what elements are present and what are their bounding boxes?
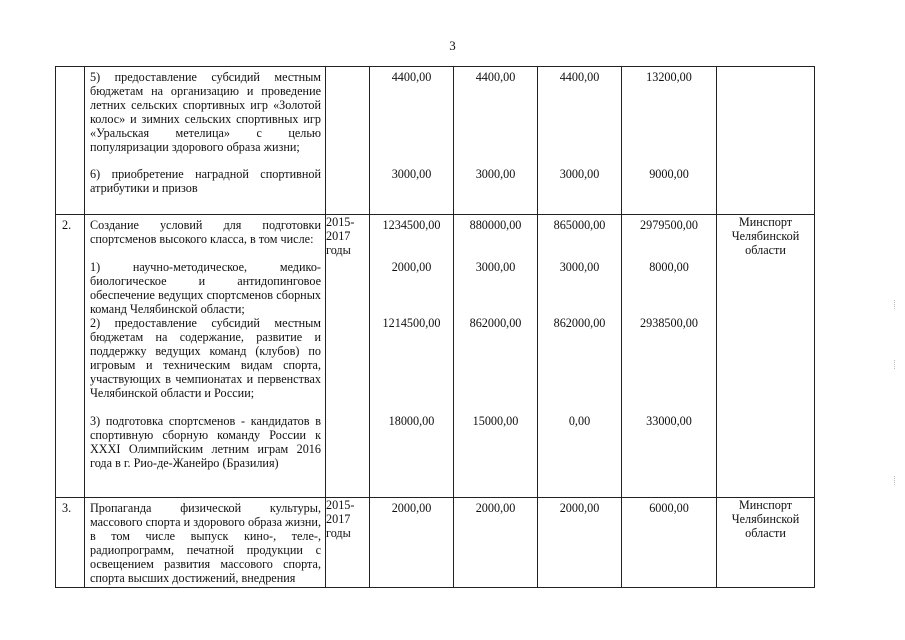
row-years	[326, 67, 370, 215]
value-2016: 4400,00 3000,00	[454, 67, 538, 215]
scan-margin-mark	[894, 360, 897, 369]
row-description	[85, 67, 326, 215]
value-2016: 880000,00 3000,00 862000,00 15000,00	[454, 215, 538, 498]
value-2017: 4400,00 3000,00	[538, 67, 622, 215]
value-total: 13200,00 9000,00	[622, 67, 717, 215]
row-index	[56, 67, 85, 215]
row-years: 2015-2017 годы	[326, 215, 370, 498]
row-description	[85, 498, 326, 588]
page-number: 3	[449, 38, 456, 53]
value-2015: 1234500,00 2000,00 1214500,00 18000,00	[370, 215, 454, 498]
description-part: Пропаганда физической культуры, массового спорта и здорового образа жизни, в том числе выпуск кино-, теле-, радиопрограмм, печатной продукции с освещением развития массового спорта, спорта высших достижений, внедрения	[90, 501, 321, 585]
description-part: 3) подготовка спортсменов - кандидатов в спортивную сборную команду России к XXXI Олимпийским летним играм 2016 года в г. Рио-де-Жанейро (Бразилия)	[90, 414, 321, 470]
program-activities-table	[55, 66, 815, 588]
value-2015: 4400,00 3000,00	[370, 67, 454, 215]
scan-margin-mark	[894, 300, 897, 309]
description-part: 6) приобретение наградной спортивной атрибутики и призов	[90, 167, 321, 195]
description-part: 2) предоставление субсидий местным бюджетам на содержание, развитие и поддержку ведущих команд (клубов) по игровым и техническим видам спорта, участвующих в чемпионатах и первенствах Челябинской области и России;	[90, 316, 321, 400]
row-responsible: Минспорт Челябинской области	[717, 215, 815, 498]
row-description	[85, 215, 326, 498]
description-part: 5) предоставление субсидий местным бюджетам на организацию и проведение летних сельских спортивных игр «Золотой колос» и зимних сельских спортивных игр «Уральская метелица» с целью популяризации здорового образа жизни;	[90, 70, 321, 154]
row-index: 2.	[56, 215, 85, 498]
table-row	[56, 498, 815, 588]
value-2016: 2000,00	[454, 498, 538, 588]
description-part: 1) научно-методическое, медико-биологическое и антидопинговое обеспечение ведущих спортсменов сборных команд Челябинской области;	[90, 260, 321, 316]
value-2017: 865000,00 3000,00 862000,00 0,00	[538, 215, 622, 498]
description-part: Создание условий для подготовки спортсменов высокого класса, в том числе:	[90, 218, 321, 246]
table-row	[56, 215, 815, 498]
value-2015: 2000,00	[370, 498, 454, 588]
scan-margin-mark	[894, 476, 897, 485]
value-total: 6000,00	[622, 498, 717, 588]
value-2017: 2000,00	[538, 498, 622, 588]
row-responsible	[717, 67, 815, 215]
row-responsible: Минспорт Челябинской области	[717, 498, 815, 588]
value-total: 2979500,00 8000,00 2938500,00 33000,00	[622, 215, 717, 498]
row-index: 3.	[56, 498, 85, 588]
row-years: 2015-2017 годы	[326, 498, 370, 588]
table-row	[56, 67, 815, 215]
